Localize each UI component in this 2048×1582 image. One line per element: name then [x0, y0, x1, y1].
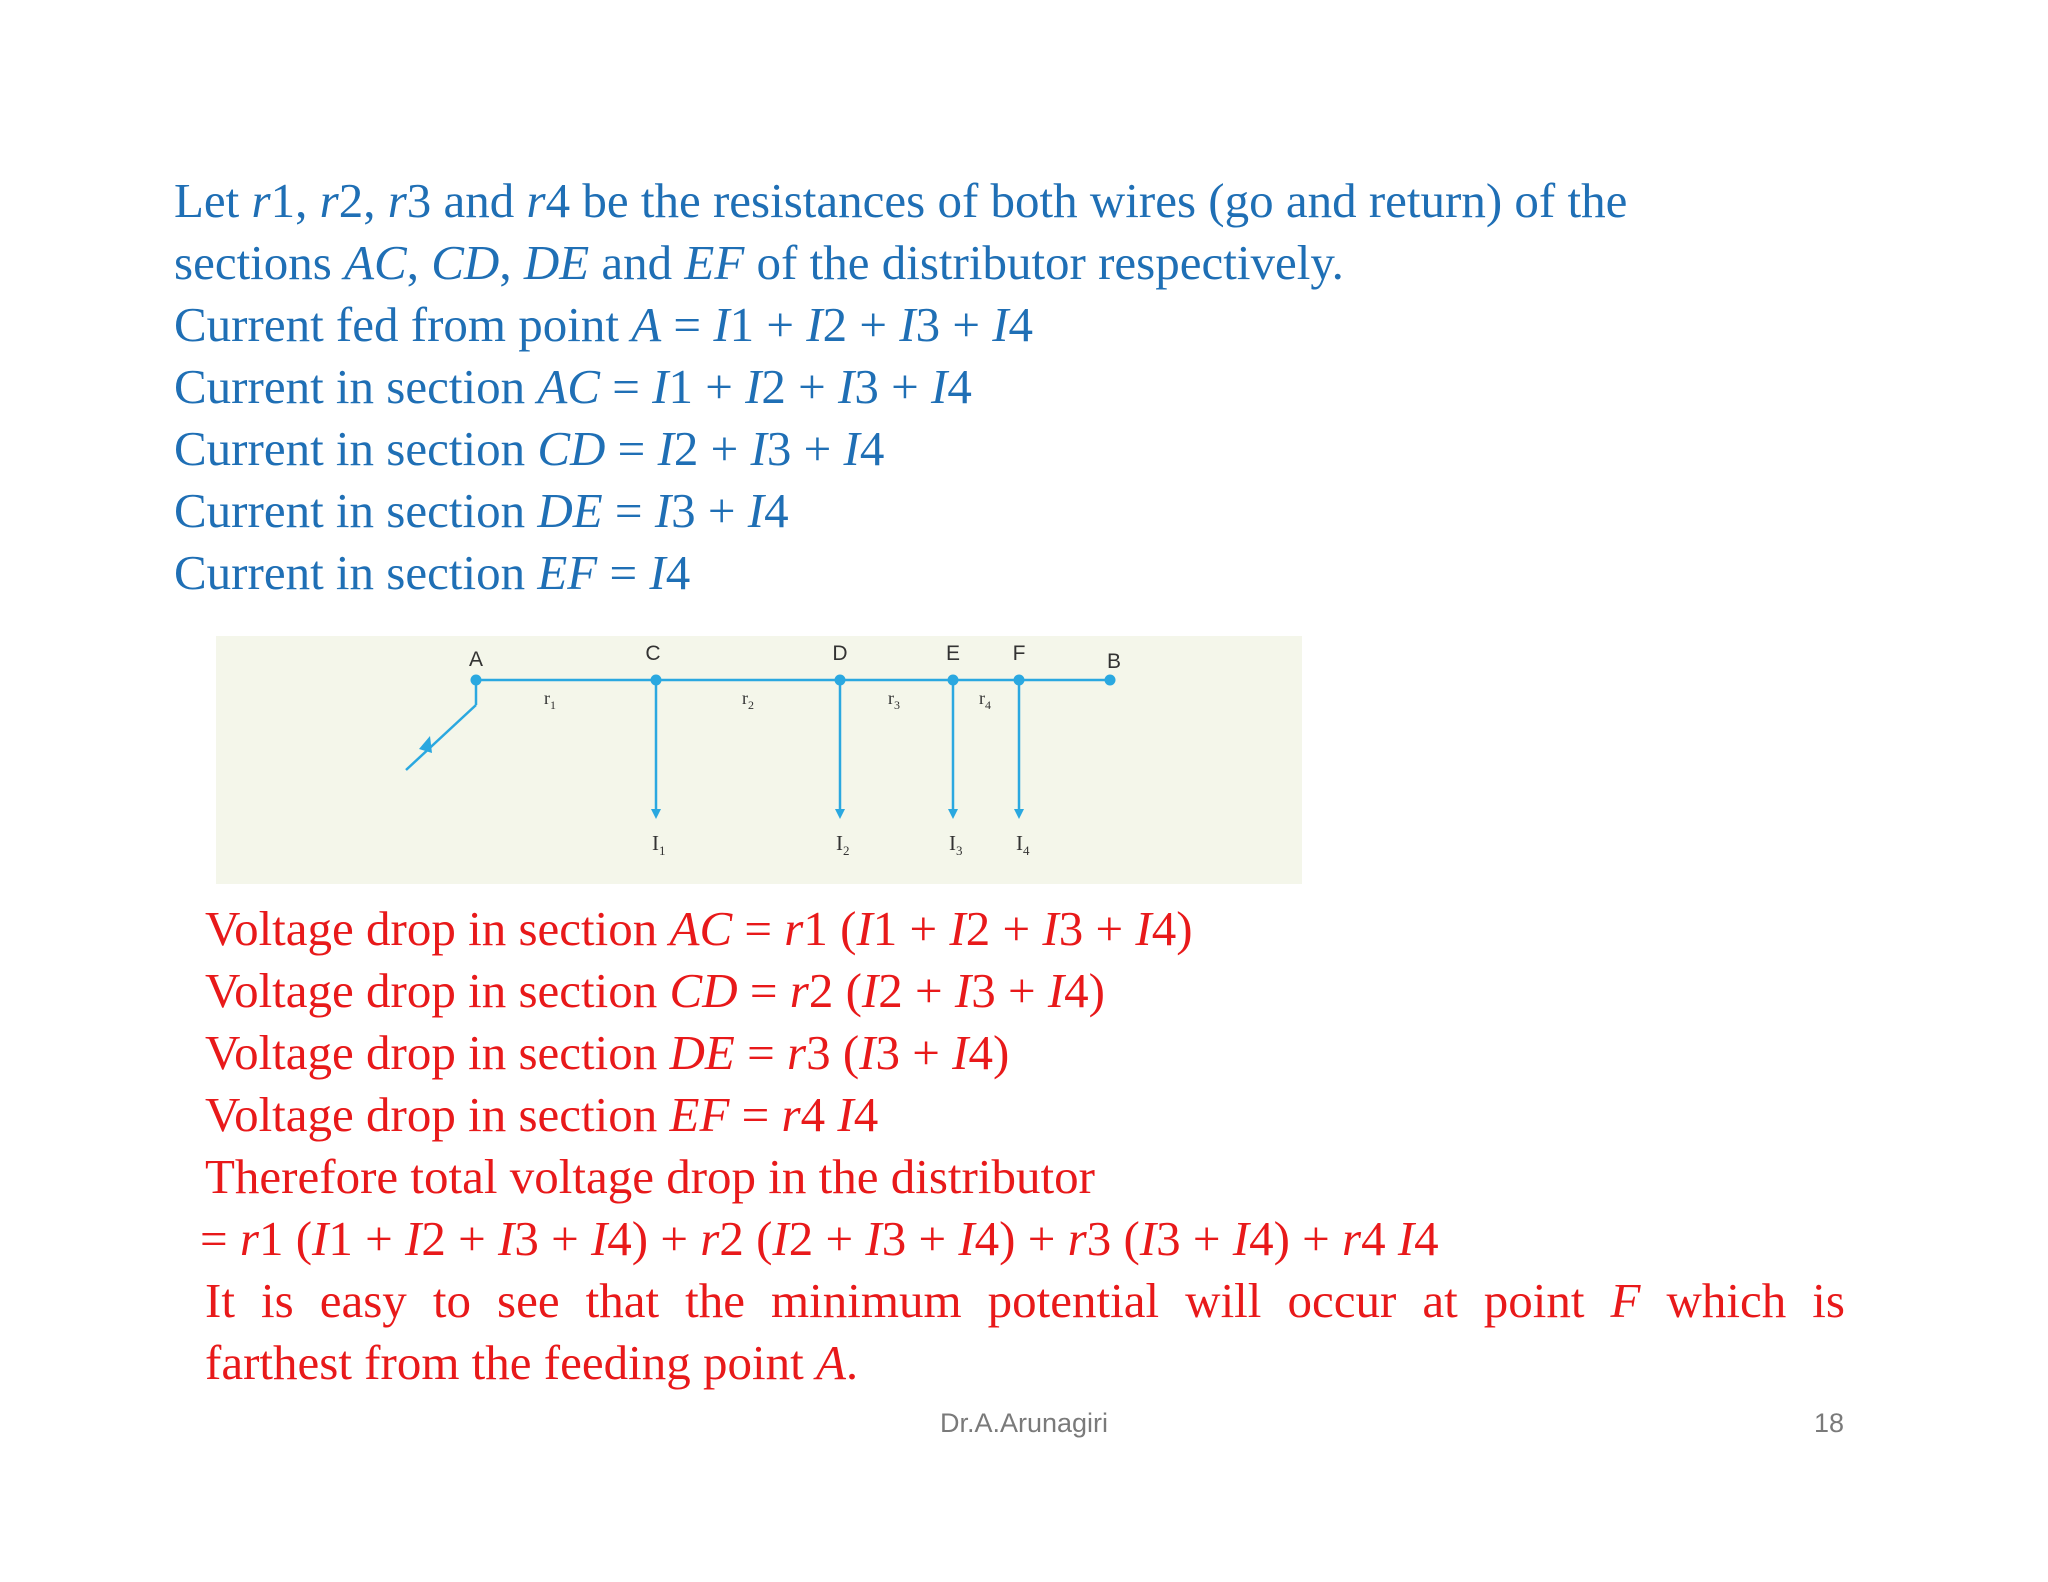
intro-line-1: [174, 170, 1874, 232]
resistance-label-r1: $r_1$: [544, 688, 556, 712]
text: 1 +: [668, 359, 746, 414]
symbol: I: [861, 963, 879, 1018]
text: 2 +: [761, 359, 839, 414]
text: 4) +: [974, 1211, 1068, 1266]
text: 1 (: [258, 1211, 313, 1266]
symbol: I: [497, 1211, 515, 1266]
text: 4: [764, 483, 789, 538]
text: Voltage drop in section: [205, 963, 670, 1018]
conclusion-line-1: [205, 1270, 1845, 1332]
current-ef-line: [174, 542, 1874, 604]
text: =: [602, 483, 655, 538]
text: Let: [174, 173, 252, 228]
symbol: I: [958, 1211, 975, 1266]
symbol: CD: [537, 421, 606, 476]
node-a-dot: [471, 675, 482, 686]
symbol: CD: [669, 963, 738, 1018]
text: 3 +: [671, 483, 748, 538]
symbol: DE: [669, 1025, 735, 1080]
text: =: [597, 545, 650, 600]
symbol: r: [319, 173, 339, 228]
symbol: I: [1397, 1211, 1415, 1266]
resistance-label-r3: $r_3$: [888, 688, 900, 712]
node-label-e: E: [945, 642, 961, 665]
symbol: I: [312, 1211, 329, 1266]
resistance-label-r2: $r_2$: [742, 688, 754, 712]
text: 2 (: [719, 1211, 773, 1266]
symbol: EF: [684, 235, 745, 290]
text: 2 +: [421, 1211, 498, 1266]
node-c-dot: [651, 675, 662, 686]
text: =: [661, 297, 714, 352]
symbol: EF: [537, 545, 598, 600]
text: =: [732, 901, 785, 956]
symbol: r: [789, 963, 809, 1018]
symbol: I: [949, 901, 966, 956]
text: 2 +: [965, 901, 1043, 956]
symbol: I: [1047, 963, 1065, 1018]
text: 4) +: [607, 1211, 701, 1266]
text: which is: [1640, 1273, 1845, 1328]
text: 3 +: [881, 1211, 959, 1266]
symbol: I: [657, 421, 674, 476]
text: Current in section: [174, 545, 538, 600]
node-label-b: B: [1106, 650, 1122, 673]
symbol: I: [837, 1087, 854, 1142]
text: 1 +: [328, 1211, 406, 1266]
node-d-dot: [835, 675, 846, 686]
node-f-dot: [1014, 675, 1025, 686]
symbol: DE: [537, 483, 603, 538]
resistance-label-r4: $r_4$: [979, 688, 991, 712]
symbol: r: [1342, 1211, 1362, 1266]
symbol: I: [654, 483, 672, 538]
text: 4) +: [1249, 1211, 1343, 1266]
symbol: r: [700, 1211, 720, 1266]
voltage-ef-line: [205, 1084, 1845, 1146]
current-cd-line: [174, 418, 1874, 480]
symbol: I: [856, 901, 873, 956]
text: 3 +: [1058, 901, 1136, 956]
text: 4: [1008, 297, 1034, 352]
symbol: I: [652, 359, 669, 414]
symbol: I: [952, 1025, 969, 1080]
symbol: I: [992, 297, 1009, 352]
symbol: r: [781, 1087, 801, 1142]
text: =: [737, 963, 790, 1018]
symbol: r: [526, 173, 546, 228]
symbol: r: [1067, 1211, 1087, 1266]
text: 2 +: [673, 421, 751, 476]
text: 4: [800, 1087, 838, 1142]
voltage-drop-equations: [200, 898, 1845, 1394]
text: 3 +: [1156, 1211, 1233, 1266]
symbol: I: [1042, 901, 1059, 956]
text: ,: [406, 235, 432, 290]
symbol: F: [1610, 1273, 1641, 1328]
symbol: I: [931, 359, 948, 414]
symbol: I: [806, 297, 823, 352]
text: =: [734, 1025, 787, 1080]
conclusion-line-2: [205, 1332, 1845, 1394]
text: =: [599, 359, 653, 414]
text: 3 +: [915, 297, 993, 352]
text: 1 (: [803, 901, 857, 956]
text: 3 +: [971, 963, 1048, 1018]
page-number: 18: [1813, 1408, 1844, 1438]
text: 3 +: [854, 359, 932, 414]
symbol: I: [747, 483, 765, 538]
feed-line: [406, 705, 476, 770]
text: It is easy to see that the minimum potential will occur at point: [205, 1273, 1611, 1328]
symbol: I: [859, 1025, 876, 1080]
text: 1 +: [872, 901, 950, 956]
text: .: [845, 1335, 859, 1390]
text: =: [200, 1211, 240, 1266]
node-label-f: F: [1012, 642, 1026, 665]
current-label-i4: $I_4$: [1016, 831, 1030, 858]
text: 4: [1414, 1211, 1439, 1266]
text: Current in section: [174, 421, 538, 476]
total-drop-expression: [200, 1208, 1845, 1270]
symbol: I: [750, 421, 767, 476]
distributor-diagram-svg: [216, 636, 1302, 884]
symbol: r: [251, 173, 271, 228]
symbol: I: [745, 359, 762, 414]
current-ac-line: [174, 356, 1874, 418]
symbol: AC: [669, 901, 733, 956]
symbol: A: [631, 297, 662, 352]
text: 2 (: [808, 963, 862, 1018]
symbol: I: [838, 359, 855, 414]
symbol: I: [405, 1211, 422, 1266]
text: 4: [853, 1087, 879, 1142]
text: 2 +: [788, 1211, 866, 1266]
current-label-i2: $I_2$: [836, 831, 850, 858]
text: Voltage drop in section: [205, 1087, 670, 1142]
text: 3 +: [514, 1211, 591, 1266]
text: 4 be the resistances of both wires (go and return) of the: [545, 173, 1628, 228]
text: 3 (: [1086, 1211, 1140, 1266]
voltage-de-line: [205, 1022, 1845, 1084]
total-drop-heading: Therefore total voltage drop in the distributor: [205, 1149, 1095, 1204]
text: Voltage drop in section: [205, 1025, 670, 1080]
intro-line-2: [174, 232, 1874, 294]
symbol: I: [1135, 901, 1152, 956]
current-de-line: [174, 480, 1874, 542]
symbol: r: [387, 173, 407, 228]
feed-arrow-icon: [419, 736, 432, 753]
symbol: r: [784, 901, 804, 956]
distributor-diagram: [216, 636, 1302, 884]
node-b-dot: [1105, 675, 1116, 686]
text: 3 +: [766, 421, 844, 476]
text: 2 +: [822, 297, 900, 352]
symbol: AC: [537, 359, 600, 414]
node-label-d: D: [832, 642, 848, 665]
text: 3 +: [875, 1025, 953, 1080]
node-label-c: C: [645, 642, 661, 665]
text: 4): [1064, 963, 1105, 1018]
text: 1,: [270, 173, 320, 228]
symbol: EF: [669, 1087, 730, 1142]
text: 3 (: [806, 1025, 860, 1080]
symbol: A: [815, 1335, 846, 1390]
symbol: I: [865, 1211, 882, 1266]
symbol: I: [1232, 1211, 1250, 1266]
symbol: I: [954, 963, 972, 1018]
text: Current in section: [174, 359, 538, 414]
current-label-i1: $I_1$: [652, 831, 666, 858]
text: 4: [1361, 1211, 1398, 1266]
text: 2,: [338, 173, 388, 228]
symbol: CD: [431, 235, 500, 290]
symbol: I: [899, 297, 916, 352]
text: =: [729, 1087, 782, 1142]
text: 1 +: [729, 297, 807, 352]
voltage-cd-line: [205, 960, 1845, 1022]
symbol: AC: [344, 235, 407, 290]
text: farthest from the feeding point: [205, 1335, 816, 1390]
current-fed-line: [174, 294, 1874, 356]
text: of the distributor respectively.: [744, 235, 1344, 290]
node-label-a: A: [468, 648, 484, 671]
text: 3 and: [406, 173, 527, 228]
symbol: I: [649, 545, 666, 600]
text: 2 +: [878, 963, 955, 1018]
text: Voltage drop in section: [205, 901, 670, 956]
symbol: I: [713, 297, 730, 352]
text: 4: [665, 545, 691, 600]
text: and: [589, 235, 685, 290]
text: 4): [968, 1025, 1010, 1080]
symbol: I: [843, 421, 860, 476]
node-e-dot: [948, 675, 959, 686]
text: 4: [947, 359, 972, 414]
voltage-ac-line: [205, 898, 1845, 960]
current-equations: [174, 170, 1874, 604]
text: 4: [859, 421, 885, 476]
symbol: I: [590, 1211, 608, 1266]
text: sections: [174, 235, 345, 290]
text: =: [605, 421, 658, 476]
symbol: r: [787, 1025, 807, 1080]
text: Current in section: [174, 483, 538, 538]
footer-author: Dr.A.Arunagiri: [939, 1408, 1109, 1438]
text: ,: [499, 235, 524, 290]
symbol: r: [239, 1211, 259, 1266]
text: Current fed from point: [174, 297, 632, 352]
current-label-i3: $I_3$: [949, 831, 963, 858]
symbol: DE: [523, 235, 590, 290]
text: 4): [1151, 901, 1193, 956]
symbol: I: [772, 1211, 789, 1266]
symbol: I: [1139, 1211, 1157, 1266]
